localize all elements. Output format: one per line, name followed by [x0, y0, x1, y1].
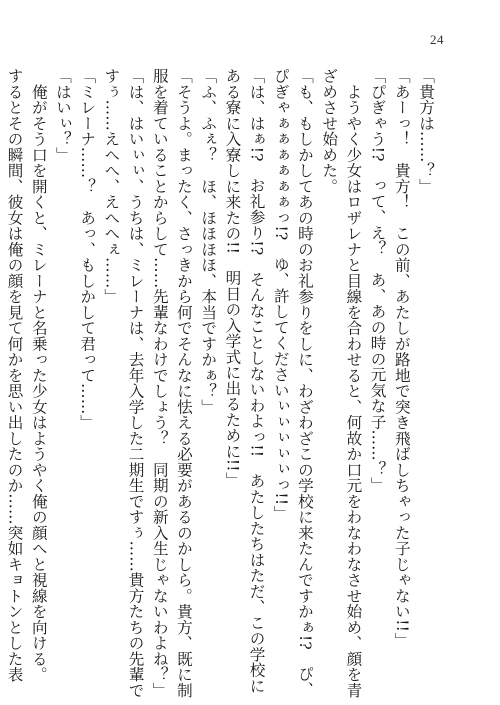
text-line: ある寮に入寮しに来たの!! 明日の入学式に出るために!!」	[223, 68, 242, 488]
text-line: 「あーっ！ 貴方！ この前、あたしが路地で突き飛ばしちゃった子じゃない!!」	[392, 68, 411, 648]
page-number: 24	[430, 32, 444, 47]
text-line: ざめさせ始めた。	[320, 68, 339, 194]
novel-body-text	[2, 68, 438, 698]
text-line: 「ふ、ふぇ？ ほ、ほほほほ、本当ですかぁ？」	[199, 68, 218, 415]
text-line: 「は、はいぃぃ、うちは、ミレーナは、去年入学した二期生ですぅ……貴方たちの先輩で	[126, 68, 145, 698]
text-line: 「ミレーナ……？ あっ、もしかして君って……」	[78, 68, 97, 431]
text-line: 「は、はぁ!? お礼参り!? そんなことしないわよっ!! あたしたちはただ、この学校に	[247, 68, 266, 694]
text-line: 「貴方は……？」	[417, 68, 435, 194]
text-line: 服を着ていることからして……先輩なわけでしょう？ 同期の新入生じゃないわよね？」	[150, 68, 169, 698]
text-line: 「そうよ。まったく、さっきから何でそんなに怯える必要があるのかしら。貴方、既に制	[174, 68, 193, 698]
text-line: すぅ……えへへ、えへへぇ……」	[102, 68, 121, 305]
text-line: 「も、もしかしてあの時のお礼参りをしに、わざわざこの学校に来たんですかぁ!? ぴ、	[295, 68, 314, 698]
text-line: するとその瞬間、彼女は俺の顔を見て何かを思い出したのか……突如キョトンとした表	[5, 68, 24, 683]
text-line: 「ぴぎゃう!? って、え？ あ、あの時の元気な子……？」	[368, 68, 387, 493]
text-line: ぴぎゃぁぁぁぁぁぁっ!? ゆ、許してくださいぃぃぃぃぃっ!!」	[271, 68, 290, 522]
text-line: 俺がそう口を開くと、ミレーナと名乗った少女はようやく俺の顔へと視線を向ける。	[29, 68, 48, 683]
text-line: ようやく少女はロザレナと目線を合わせると、何故か口元をわなわなさせ始め、顔を青	[344, 68, 363, 698]
text-line: 「はいぃ？」	[53, 68, 72, 163]
